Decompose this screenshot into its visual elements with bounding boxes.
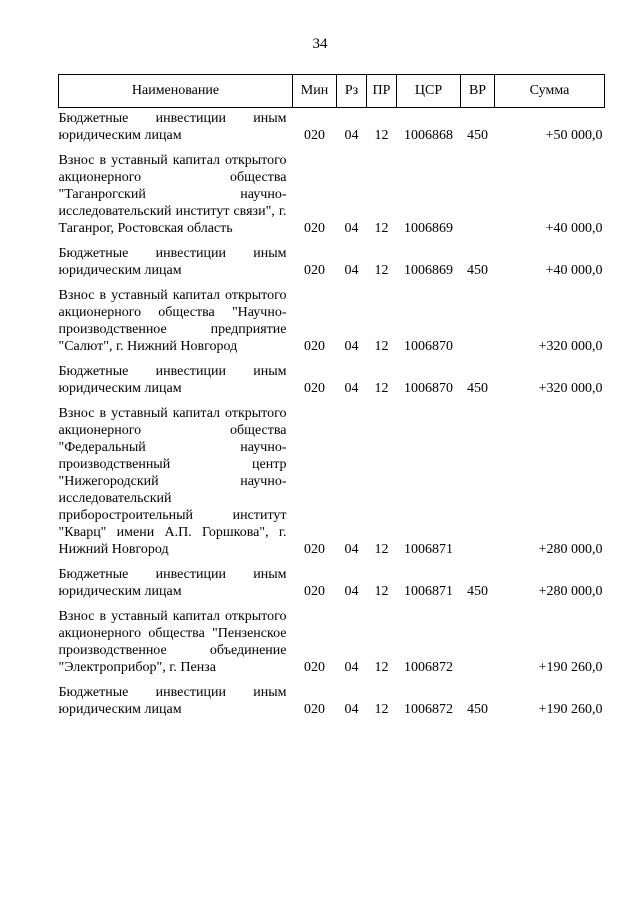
table-header [59, 75, 605, 108]
table-row [59, 279, 605, 355]
cell-vr [461, 600, 495, 676]
cell-name: Взнос в уставный капитал открытого акционерного общества "Федеральный научно-производственный центр "Нижегородский научно-исследовательский приборостроительный институт "Кварц" имени А.П. Горшкова", г. Нижний Новгород [58, 406, 287, 557]
cell-vr: 450 [467, 128, 488, 143]
cell-rz: 04 [344, 128, 359, 143]
cell-name: Взнос в уставный капитал открытого акционерного общества "Таганрогский научно-исследовательский институт связи", г. Таганрог, Ростовская область [58, 153, 287, 236]
cell-vr: 450 [467, 263, 488, 278]
cell-pr: 12 [374, 128, 389, 143]
page-number: 34 [312, 36, 328, 52]
cell-vr [461, 279, 495, 355]
table-row [59, 600, 605, 676]
cell-csr: 1006872 [404, 702, 453, 717]
cell-min: 020 [304, 660, 325, 675]
table-row [59, 144, 605, 237]
cell-vr [461, 397, 495, 558]
header-name: Наименование [59, 75, 293, 108]
cell-name: Бюджетные инвестиции иным юридическим лицам [58, 567, 287, 599]
cell-pr: 12 [374, 660, 389, 675]
cell-sum: +190 260,0 [538, 702, 603, 717]
table-body [59, 108, 605, 719]
cell-sum: +40 000,0 [545, 221, 603, 236]
cell-rz: 04 [344, 660, 359, 675]
table-row [59, 676, 605, 718]
cell-csr: 1006868 [404, 128, 453, 143]
cell-csr: 1006869 [404, 221, 453, 236]
cell-name: Взнос в уставный капитал открытого акционерного общества "Научно-производственное предприятие "Салют", г. Нижний Новгород [58, 288, 287, 354]
cell-rz: 04 [344, 221, 359, 236]
cell-sum: +280 000,0 [538, 584, 603, 599]
cell-csr: 1006871 [404, 584, 453, 599]
table-row [59, 237, 605, 279]
cell-rz: 04 [344, 381, 359, 396]
budget-table [58, 74, 605, 718]
cell-csr: 1006869 [404, 263, 453, 278]
cell-min: 020 [304, 128, 325, 143]
cell-min: 020 [304, 339, 325, 354]
cell-rz: 04 [344, 702, 359, 717]
table-row [59, 397, 605, 558]
cell-sum: +50 000,0 [545, 128, 603, 143]
cell-sum: +190 260,0 [538, 660, 603, 675]
header-pr: ПР [367, 75, 397, 108]
cell-sum: +40 000,0 [545, 263, 603, 278]
cell-csr: 1006870 [404, 381, 453, 396]
cell-min: 020 [304, 221, 325, 236]
cell-sum: +320 000,0 [538, 339, 603, 354]
cell-min: 020 [304, 542, 325, 557]
cell-rz: 04 [344, 584, 359, 599]
cell-pr: 12 [374, 263, 389, 278]
cell-pr: 12 [374, 381, 389, 396]
cell-name: Бюджетные инвестиции иным юридическим лицам [58, 364, 287, 396]
cell-pr: 12 [374, 542, 389, 557]
table-row [59, 108, 605, 145]
cell-sum: +320 000,0 [538, 381, 603, 396]
cell-min: 020 [304, 381, 325, 396]
header-vr: ВР [461, 75, 495, 108]
cell-min: 020 [304, 263, 325, 278]
cell-pr: 12 [374, 702, 389, 717]
budget-table-container [58, 74, 604, 718]
cell-csr: 1006872 [404, 660, 453, 675]
header-csr: ЦСР [397, 75, 461, 108]
header-sum: Сумма [495, 75, 605, 108]
cell-sum: +280 000,0 [538, 542, 603, 557]
cell-csr: 1006871 [404, 542, 453, 557]
cell-rz: 04 [344, 542, 359, 557]
cell-name: Бюджетные инвестиции иным юридическим лицам [58, 685, 287, 717]
cell-vr [461, 144, 495, 237]
table-row [59, 355, 605, 397]
cell-rz: 04 [344, 339, 359, 354]
cell-name: Бюджетные инвестиции иным юридическим лицам [58, 111, 287, 143]
cell-min: 020 [304, 702, 325, 717]
table-row [59, 558, 605, 600]
cell-name: Бюджетные инвестиции иным юридическим лицам [58, 246, 287, 278]
header-min: Мин [293, 75, 337, 108]
cell-pr: 12 [374, 221, 389, 236]
cell-vr: 450 [467, 381, 488, 396]
header-rz: Рз [337, 75, 367, 108]
cell-pr: 12 [374, 339, 389, 354]
cell-csr: 1006870 [404, 339, 453, 354]
cell-pr: 12 [374, 584, 389, 599]
cell-rz: 04 [344, 263, 359, 278]
cell-vr: 450 [467, 702, 488, 717]
cell-min: 020 [304, 584, 325, 599]
cell-vr: 450 [467, 584, 488, 599]
cell-name: Взнос в уставный капитал открытого акционерного общества "Пензенское производственное объединение "Электроприбор", г. Пенза [58, 609, 287, 675]
